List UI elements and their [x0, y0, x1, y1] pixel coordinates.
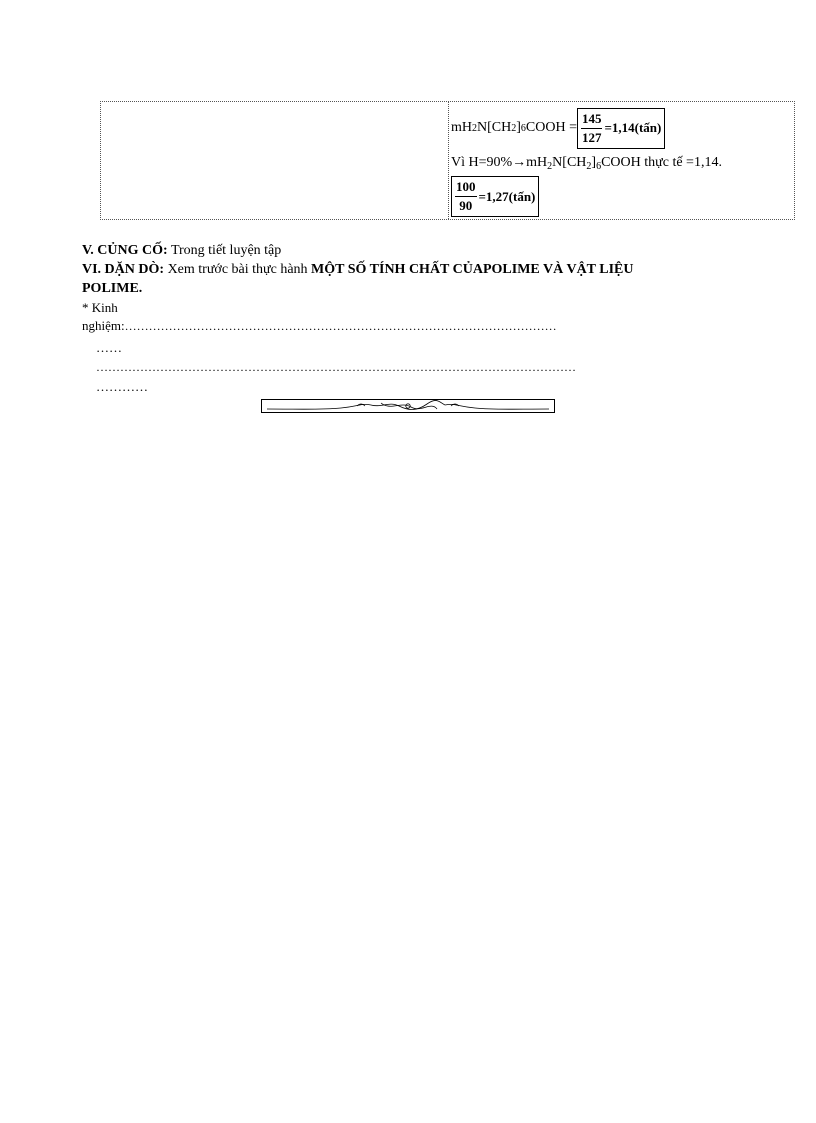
subscript: 6: [520, 122, 526, 134]
dotted-line: ………………………………………………………………………………………………: [124, 319, 557, 333]
dotted-line: ……: [96, 340, 122, 355]
formula-text: Vì H=90%→mH: [451, 155, 548, 170]
dotted-line: …………………………………………………………………………………………………………: [96, 360, 576, 374]
subscript: 6: [596, 161, 602, 172]
formula-text: ]: [591, 155, 597, 170]
experience-label-2: nghiệm:: [82, 318, 125, 333]
fraction-box-2: [451, 176, 539, 217]
formula-text: COOH =: [525, 120, 577, 135]
section-v-text: Trong tiết luyện tập: [167, 243, 282, 258]
formula-text: mH: [451, 120, 472, 135]
dotted-line: …………: [96, 379, 148, 394]
subscript: 2: [472, 122, 477, 134]
formula-text: N[CH: [552, 155, 587, 170]
fraction: [455, 178, 477, 215]
fraction-result: =1,14(tấn): [604, 120, 662, 135]
ornament-divider-icon: [261, 399, 555, 413]
answer-table: [100, 101, 795, 220]
section-vi-bold-text: MỘT SỐ TÍNH CHẤT CỦAPOLIME VÀ VẬT LIỆU: [311, 262, 634, 277]
fraction-result: =1,27(tấn): [478, 188, 536, 204]
section-vi-bold-text-2: POLIME.: [82, 281, 143, 296]
formula-line-2: [451, 155, 722, 172]
formula-line-1: [451, 105, 665, 151]
formula-text: COOH thực tế =1,14.: [601, 155, 722, 170]
table-right-cell: [449, 102, 794, 219]
numerator: 145: [581, 110, 603, 129]
subscript: 2: [511, 122, 517, 134]
section-v-heading: V. CỦNG CỐ:: [82, 243, 168, 258]
subscript: 2: [586, 161, 592, 172]
section-vi: [82, 262, 634, 278]
section-v: [82, 243, 281, 259]
formula-text: ]: [516, 120, 521, 135]
formula-text: N[CH: [477, 120, 512, 135]
denominator: 90: [459, 198, 473, 213]
subscript: 2: [547, 161, 553, 172]
fraction-box-1: [577, 108, 665, 149]
experience-label: * Kinh: [82, 300, 118, 315]
denominator: 127: [581, 129, 602, 145]
formula-line-3: [451, 176, 539, 217]
numerator: 100: [455, 178, 477, 197]
fraction: [581, 110, 603, 147]
experience-line-1: [82, 318, 557, 334]
section-vi-heading: VI. DẶN DÒ:: [82, 262, 165, 277]
section-vi-text: Xem trước bài thực hành: [164, 262, 312, 277]
